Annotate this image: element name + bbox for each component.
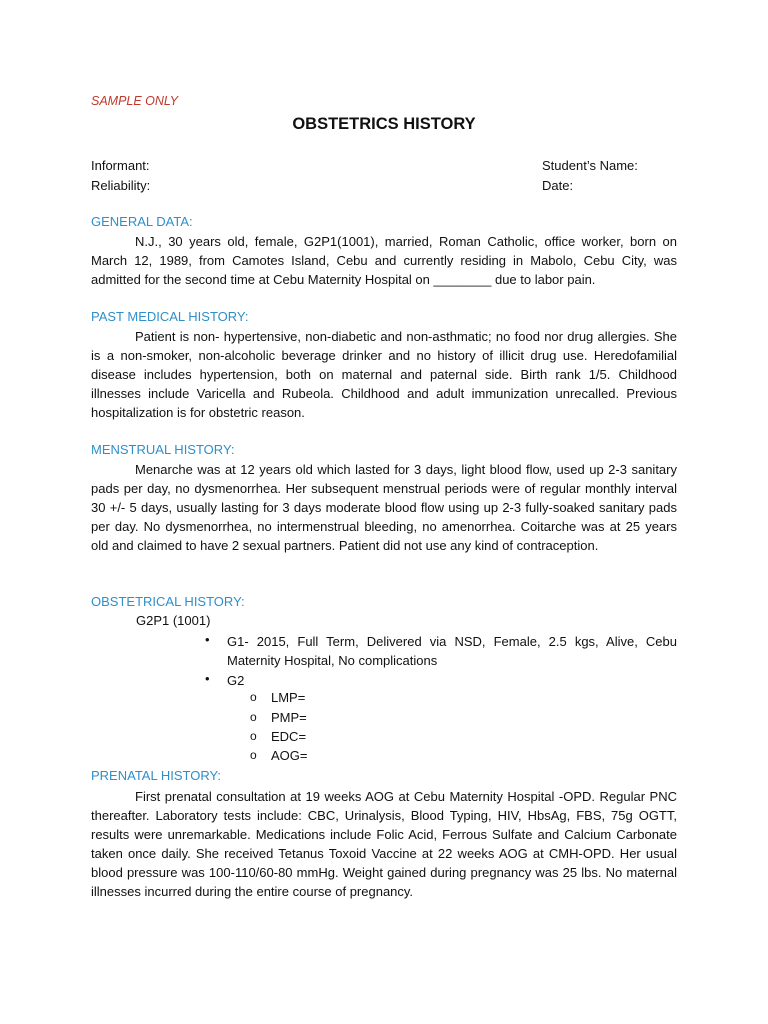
aog-text: AOG= bbox=[271, 748, 308, 763]
menstrual-history-text bbox=[91, 460, 677, 555]
obstetrical-history-heading: OBSTETRICAL HISTORY: bbox=[91, 594, 245, 609]
date-label: Date: bbox=[542, 178, 574, 193]
informant-label: Informant: bbox=[91, 158, 150, 173]
g1-text: G1- 2015, Full Term, Delivered via NSD, Female, 2.5 kgs, Alive, Cebu Maternity Hospital, No complications bbox=[227, 634, 677, 668]
pmp-text: PMP= bbox=[271, 710, 307, 725]
edc-text: EDC= bbox=[271, 729, 307, 744]
gravida-para-summary: G2P1 (1001) bbox=[136, 613, 211, 628]
past-medical-history-heading: PAST MEDICAL HISTORY: bbox=[91, 309, 249, 324]
prenatal-history-heading: PRENATAL HISTORY: bbox=[91, 768, 222, 783]
general-data-body: N.J., 30 years old, female, G2P1(1001), married, Roman Catholic, office worker, born on March 12, 1989, from Camotes Island, Cebu and currently residing in Mabolo, Cebu City, was admitted for the second time at Cebu Maternity Hospital on ________ due to labor pain. bbox=[91, 234, 677, 287]
general-data-heading: GENERAL DATA: bbox=[91, 214, 193, 229]
prenatal-history-body: First prenatal consultation at 19 weeks AOG at Cebu Maternity Hospital -OPD. Regular PNC thereafter. Laboratory tests include: CBC, Urinalysis, Blood Typing, HIV, HbsAg, FBS, 75g OGTT, results were unremarkable. Medications include Folic Acid, Ferrous Sulfate and Calcium Carbonate taken once daily. She received Tetanus Toxoid Vaccine at 22 weeks AOG at CMH-OPD. Her usual blood pressure was 100-110/60-80 mmHg. Weight gained during pregnancy was 25 lbs. No maternal illnesses incurred during the entire course of pregnancy. bbox=[91, 789, 677, 899]
menstrual-history-heading: MENSTRUAL HISTORY: bbox=[91, 442, 235, 457]
circle-bullet-icon: o bbox=[250, 690, 257, 704]
bullet-icon: • bbox=[205, 671, 210, 686]
page-title: OBSTETRICS HISTORY bbox=[292, 115, 476, 133]
prenatal-history-text bbox=[91, 787, 677, 901]
general-data-text bbox=[91, 232, 677, 289]
bullet-icon: • bbox=[205, 632, 210, 647]
past-medical-history-body: Patient is non- hypertensive, non-diabetic and non-asthmatic; no food nor drug allergies. She is a non-smoker, non-alcoholic beverage drinker and no history of illicit drug use. Heredofamilial disease includes hypertension, both on maternal and paternal side. Birth rank 1/5. Childhood illnesses include Varicella and Rubeola. Childhood and adult immunization unrecalled. Previous hospitalization is for obstetric reason. bbox=[91, 329, 677, 420]
sample-only-label: SAMPLE ONLY bbox=[91, 94, 179, 108]
circle-bullet-icon: o bbox=[250, 748, 257, 762]
students-name-label: Student’s Name: bbox=[542, 158, 638, 173]
past-medical-history-text bbox=[91, 327, 677, 422]
reliability-label: Reliability: bbox=[91, 178, 151, 193]
menstrual-history-body: Menarche was at 12 years old which lasted for 3 days, light blood flow, used up 2-3 sanitary pads per day, no dysmenorrhea. Her subsequent menstrual periods were of regular monthly interval 30 +/- 5 days, usually lasting for 3 days moderate blood flow using up 2-3 fully-soaked sanitary pads per day. No dysmenorrhea, no intermenstrual bleeding, no amenorrhea. Coitarche was at 25 years old and claimed to have 2 sexual partners. Patient did not use any kind of contraception. bbox=[91, 462, 677, 553]
g2-text: G2 bbox=[227, 673, 245, 688]
lmp-text: LMP= bbox=[271, 690, 306, 705]
circle-bullet-icon: o bbox=[250, 729, 257, 743]
circle-bullet-icon: o bbox=[250, 710, 257, 724]
